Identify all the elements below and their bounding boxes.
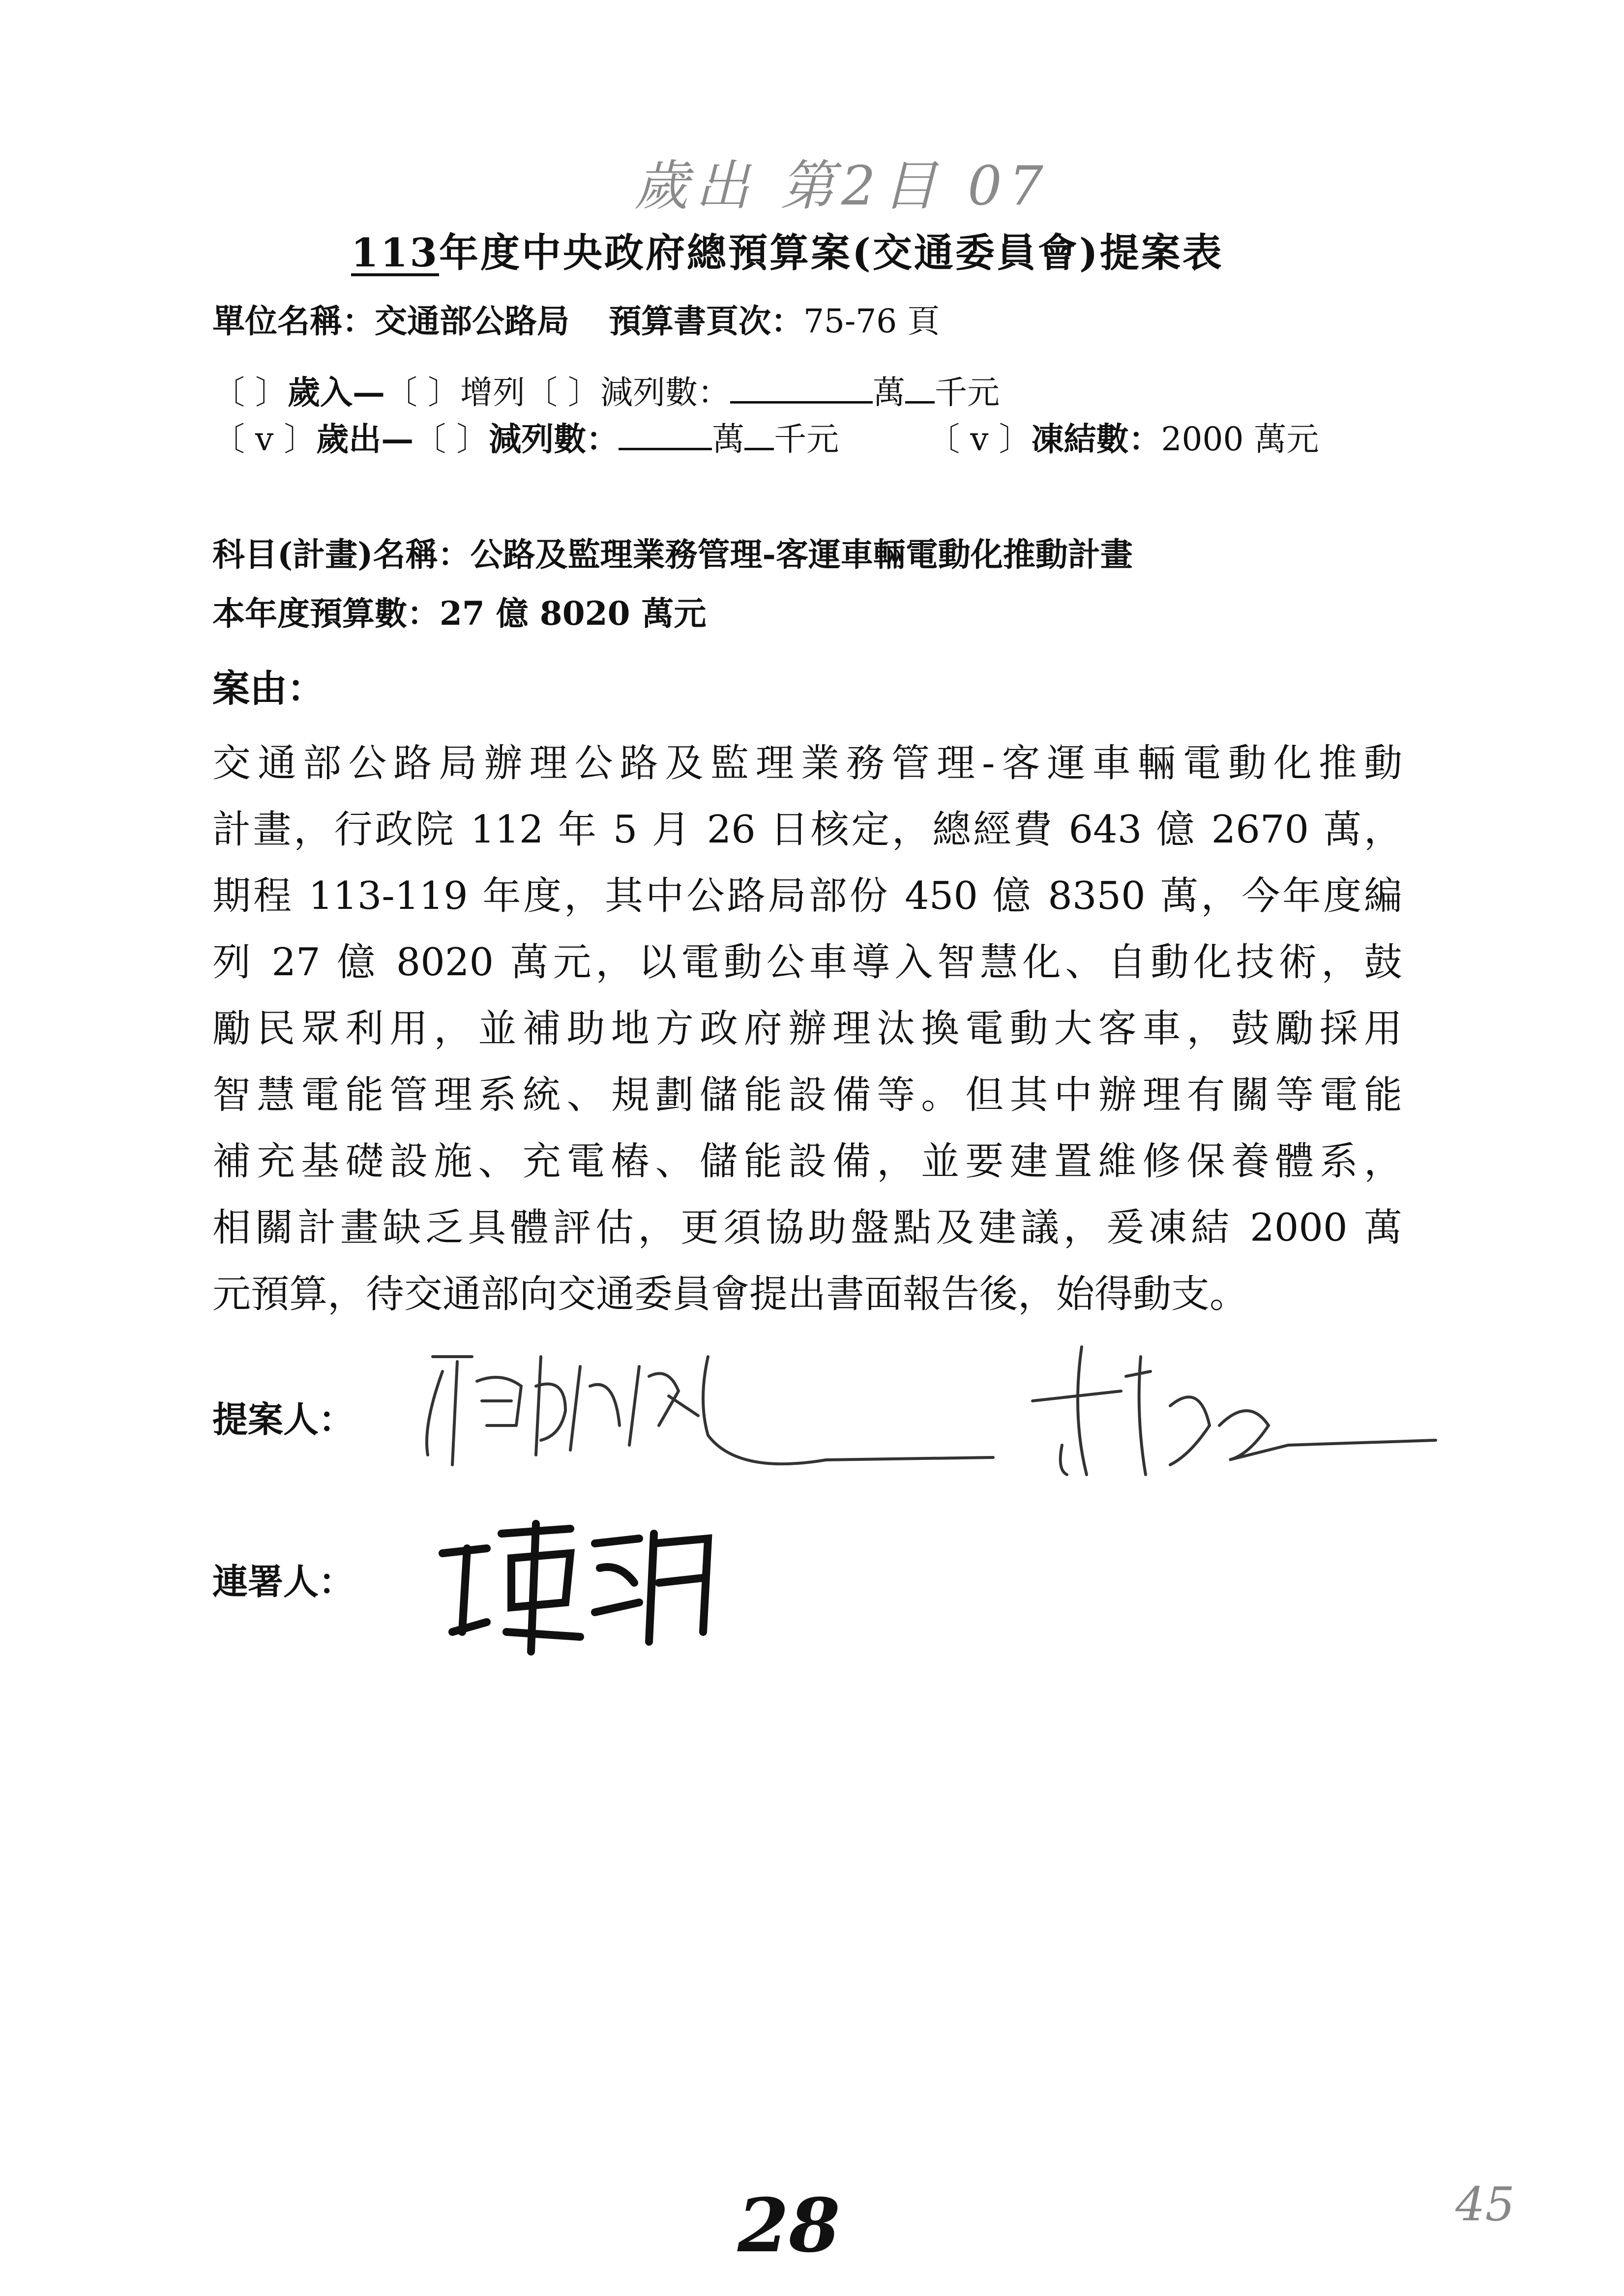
revenue-line: [212, 366, 1000, 413]
revenue-checkbox: 〔 〕: [212, 374, 288, 411]
qianyuan-unit: 千元: [774, 420, 839, 458]
revenue-add-label: 增列: [460, 374, 525, 411]
subject-value: 公路及監理業務管理-客運車輛電動化推動計畫: [470, 535, 1133, 574]
revenue-label: 歲入—: [287, 373, 385, 411]
subject-label: 科目(計畫)名稱：: [212, 535, 471, 574]
handwritten-category-note: 歲出 第2目 07: [634, 154, 1050, 217]
cosigner-label: 連署人：: [212, 1561, 354, 1602]
proposer-label: 提案人：: [212, 1398, 354, 1440]
page-ref-value: 75-76 頁: [803, 302, 940, 340]
reason-line: 補充基礎設施、充電樁、儲能設備，並要建置維修保養體系，: [212, 1139, 1402, 1184]
subject-line: [212, 528, 1133, 575]
expense-line: [212, 413, 1319, 460]
reason-line: 元預算，待交通部向交通委員會提出書面報告後，始得動支。: [212, 1272, 1248, 1316]
reason-line: 勵民眾利用，並補助地方政府辦理汰換電動大客車，鼓勵採用: [212, 1007, 1402, 1051]
reason-label: 案由：: [212, 667, 325, 710]
title-year: 113: [351, 230, 439, 276]
expense-reduce-label: 減列數：: [489, 420, 619, 458]
expense-label: 歲出—: [316, 420, 414, 458]
freeze-label: 凍結數：: [1031, 420, 1161, 458]
page-number: 28: [738, 2182, 840, 2269]
qianyuan-unit: 千元: [934, 374, 1000, 411]
unit-value: 交通部公路局: [375, 302, 569, 340]
reason-line: 相關計畫缺乏具體評估，更須協助盤點及建議，爰凍結 2000 萬: [212, 1206, 1402, 1250]
reason-line: 期程 113-119 年度，其中公路局部份 450 億 8350 萬，今年度編: [212, 874, 1402, 918]
budget-value: 27 億 8020 萬元: [440, 594, 707, 633]
revenue-add-checkbox: 〔 〕: [384, 374, 460, 411]
reason-line: 智慧電能管理系統、規劃儲能設備等。但其中辦理有關等電能: [212, 1073, 1402, 1117]
freeze-checkbox: 〔 v 〕: [927, 420, 1032, 458]
budget-label: 本年度預算數：: [212, 594, 440, 633]
expense-checkbox: 〔 v 〕: [212, 420, 317, 458]
blank-wan: [619, 420, 712, 450]
budget-line: [212, 587, 706, 634]
blank-qian: [744, 420, 774, 450]
document-title: [351, 221, 1224, 278]
revenue-reduce-label: 減列數：: [600, 374, 730, 411]
reason-line: 計畫，行政院 112 年 5 月 26 日核定，總經費 643 億 2670 萬，: [212, 808, 1402, 852]
unit-line: [212, 295, 940, 342]
proposer-signatures: [403, 1327, 1460, 1543]
revenue-reduce-checkbox: 〔 〕: [525, 374, 600, 411]
unit-label: 單位名稱：: [212, 302, 375, 340]
page-ref-label: 預算書頁次：: [609, 302, 803, 340]
cosigner-signature: [433, 1514, 738, 1661]
blank-wan: [730, 374, 873, 404]
title-text: 年度中央政府總預算案(交通委員會)提案表: [439, 230, 1224, 276]
wan-unit: 萬: [712, 420, 745, 458]
wan-unit: 萬: [872, 374, 905, 411]
blank-qian: [905, 374, 935, 404]
reason-line: 列 27 億 8020 萬元，以電動公車導入智慧化、自動化技術，鼓: [212, 940, 1402, 985]
expense-reduce-checkbox: 〔 〕: [413, 420, 489, 458]
reason-line: 交通部公路局辦理公路及監理業務管理-客運車輛電動化推動: [212, 741, 1402, 785]
freeze-value: 2000 萬元: [1161, 420, 1319, 458]
handwritten-page-number: 45: [1455, 2178, 1515, 2232]
